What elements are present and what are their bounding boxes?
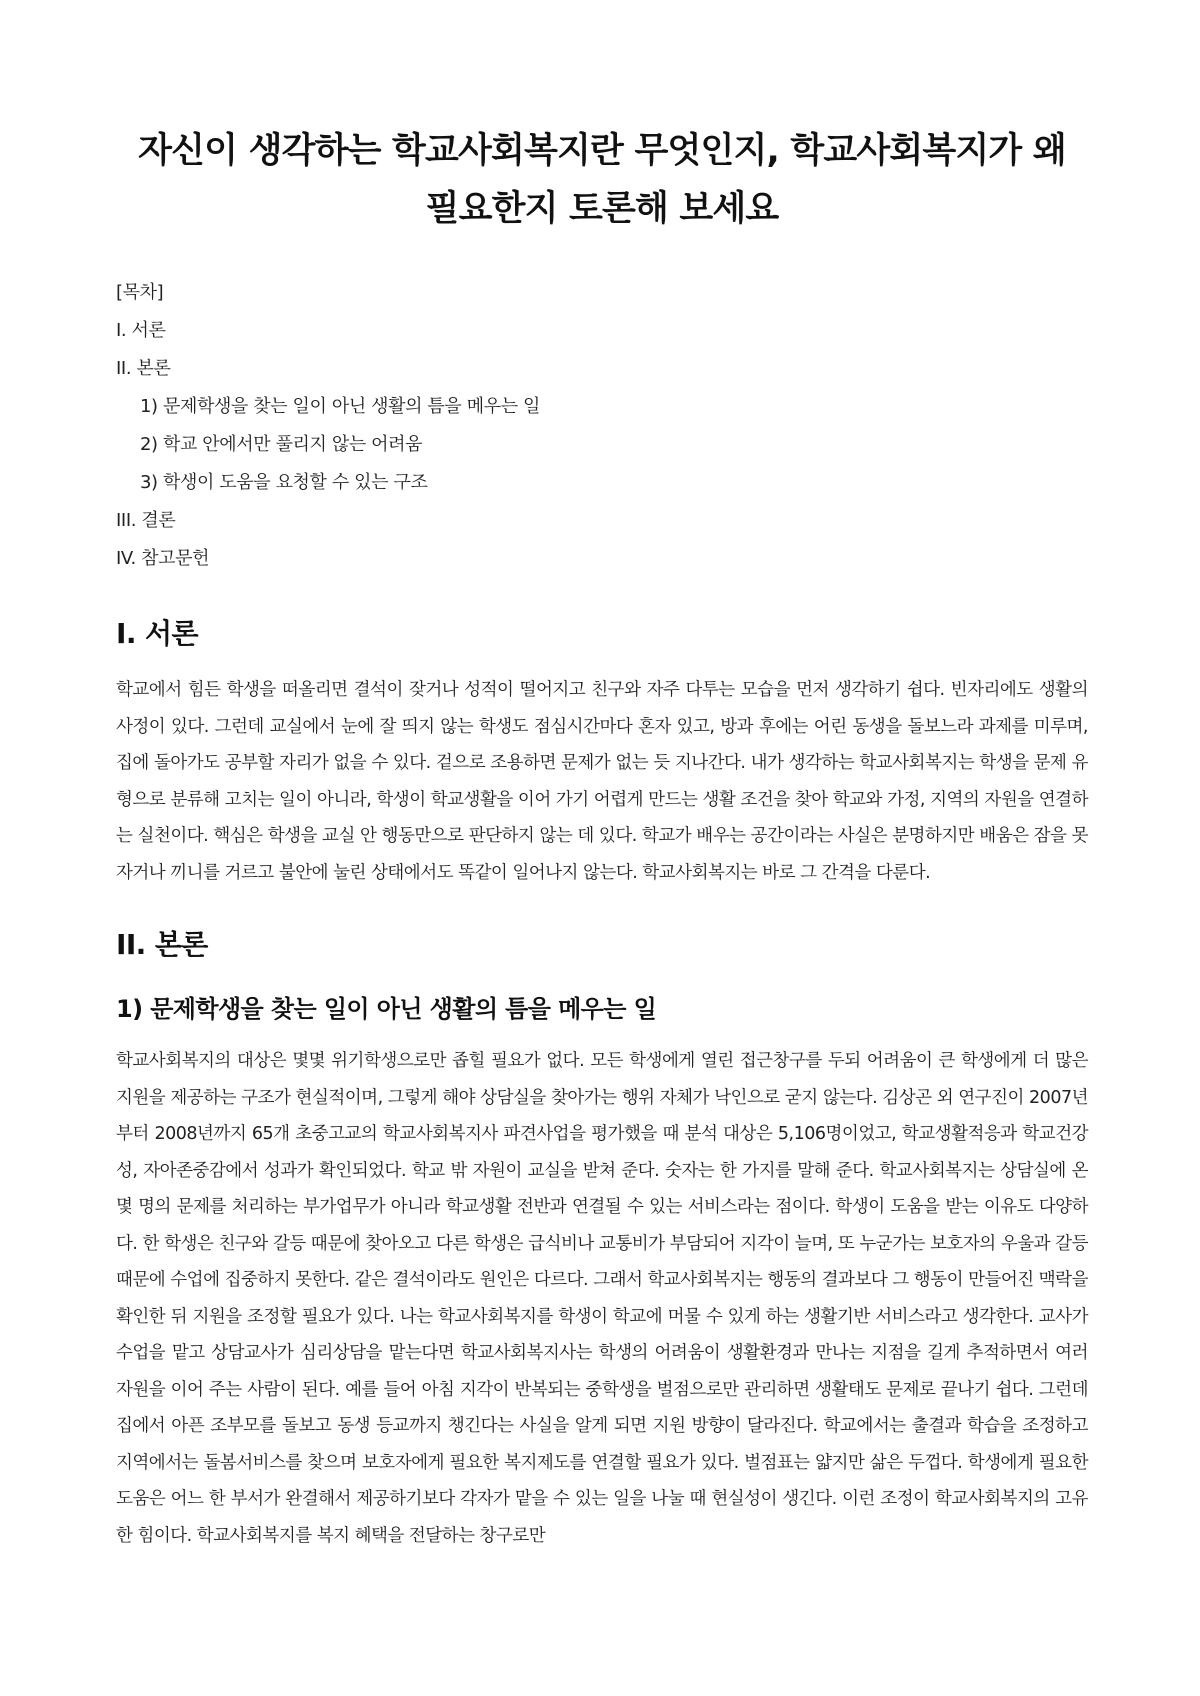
toc-subitem: 1) 문제학생을 찾는 일이 아닌 생활의 틈을 메우는 일	[140, 396, 541, 417]
section-body	[116, 925, 1088, 1554]
section-heading: II. 본론	[116, 928, 208, 961]
document-title: 자신이 생각하는 학교사회복지란 무엇인지, 학교사회복지가 왜 필요한지 토론해 보세요	[138, 131, 1066, 229]
section-heading: I. 서론	[116, 617, 198, 650]
toc-item: I. 서론	[116, 320, 166, 341]
spacer	[116, 983, 1088, 991]
section-introduction	[116, 614, 1088, 891]
toc-subitem: 2) 학교 안에서만 풀리지 않는 어려움	[140, 434, 423, 455]
subsection-heading: 1) 문제학생을 찾는 일이 아닌 생활의 틈을 메우는 일	[116, 995, 657, 1023]
subsection-paragraph: 학교사회복지의 대상은 몇몇 위기학생으로만 좁힐 필요가 없다. 모든 학생에게 열린 접근창구를 두되 어려움이 큰 학생에게 더 많은 지원을 제공하는 구조가 현실적이며, 그렇게 해야 상담실을 찾아가는 행위 자체가 낙인으로 굳지 않는다. 김상곤 외 연구진이 2007년부터 2008년까지 65개 초중고교의 학교사회복지사 파견사업을 평가했을 때 분석 대상은 5,106명이었고, 학교생활적응과 학교건강성, 자아존중감에서 성과가 확인되었다. 학교 밖 자원이 교실을 받쳐 준다. 숫자는 한 가지를 말해 준다. 학교사회복지는 상담실에 온 몇 명의 문제를 처리하는 부가업무가 아니라 학교생활 전반과 연결될 수 있는 서비스라는 점이다. 학생이 도움을 받는 이유도 다양하다. 한 학생은 친구와 갈등 때문에 찾아오고 다른 학생은 급식비나 교통비가 부담되어 지각이 늘며, 또 누군가는 보호자의 우울과 갈등 때문에 수업에 집중하지 못한다. 같은 결석이라도 원인은 다르다. 그래서 학교사회복지는 행동의 결과보다 그 행동이 만들어진 맥락을 확인한 뒤 지원을 조정할 필요가 있다. 나는 학교사회복지를 학생이 학교에 머물 수 있게 하는 생활기반 서비스라고 생각한다. 교사가 수업을 맡고 상담교사가 심리상담을 맡는다면 학교사회복지사는 학생의 어려움이 생활환경과 만나는 지점을 길게 추적하면서 여러 자원을 이어 주는 사람이 된다. 예를 들어 아침 지각이 반복되는 중학생을 벌점으로만 관리하면 생활태도 문제로 끝나기 쉽다. 그런데 집에서 아픈 조부모를 돌보고 동생 등교까지 챙긴다는 사실을 알게 되면 지원 방향이 달라진다. 학교에서는 출결과 학습을 조정하고 지역에서는 돌봄서비스를 찾으며 보호자에게 필요한 복지제도를 연결할 필요가 있다. 벌점표는 얇지만 삶은 두껍다. 학생에게 필요한 도움은 어느 한 부서가 완결해서 제공하기보다 각자가 맡을 수 있는 일을 나눌 때 현실성이 생긴다. 이런 조정이 학교사회복지의 고유한 힘이다. 학교사회복지를 복지 혜택을 전달하는 창구로만	[116, 1051, 1088, 1546]
toc-item: III. 결론	[116, 510, 176, 531]
toc-item: II. 본론	[116, 358, 171, 379]
toc-item: IV. 참고문헌	[116, 548, 210, 569]
section-paragraph: 학교에서 힘든 학생을 떠올리면 결석이 잦거나 성적이 떨어지고 친구와 자주 다투는 모습을 먼저 생각하기 쉽다. 빈자리에도 생활의 사정이 있다. 그런데 교실에서 눈에 잘 띄지 않는 학생도 점심시간마다 혼자 있고, 방과 후에는 어린 동생을 돌보느라 과제를 미루며, 집에 돌아가도 공부할 자리가 없을 수 있다. 겉으로 조용하면 문제가 없는 듯 지나간다. 내가 생각하는 학교사회복지는 학생을 문제 유형으로 분류해 고치는 일이 아니라, 학생이 학교생활을 이어 가기 어렵게 만드는 생활 조건을 찾아 학교와 가정, 지역의 자원을 연결하는 실천이다. 핵심은 학생을 교실 안 행동만으로 판단하지 않는 데 있다. 학교가 배우는 공간이라는 사실은 분명하지만 배움은 잠을 못 자거나 끼니를 거르고 불안에 눌린 상태에서도 똑같이 일어나지 않는다. 학교사회복지는 바로 그 간격을 다룬다.	[116, 680, 1088, 883]
toc-subitem: 3) 학생이 도움을 요청할 수 있는 구조	[140, 472, 428, 493]
toc-label: [목차]	[116, 282, 164, 303]
table-of-contents	[116, 274, 1088, 578]
